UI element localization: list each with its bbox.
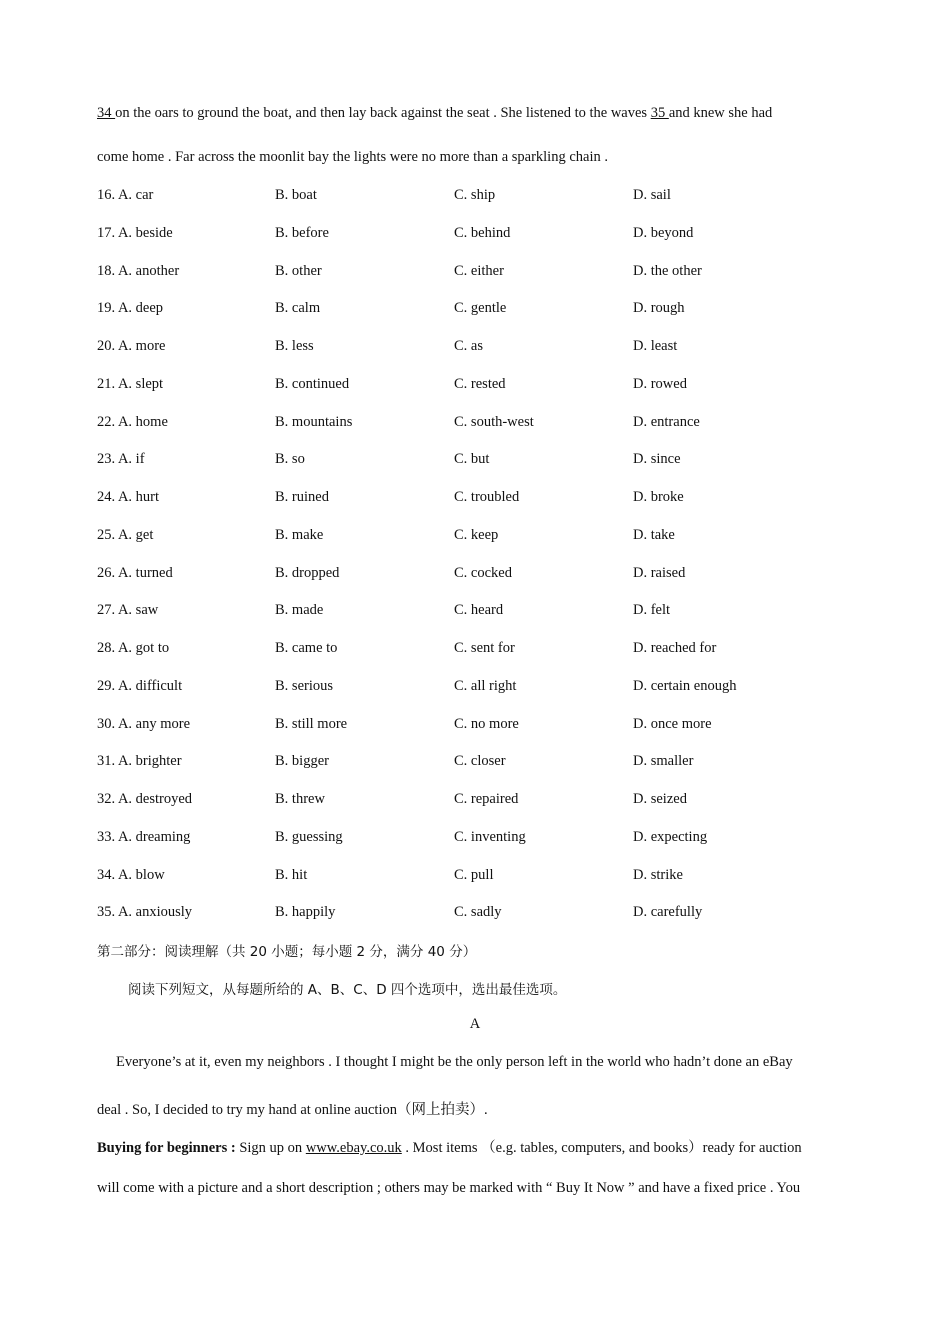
option-d: D. expecting [633,828,708,845]
option-a: 28. A. got to [97,640,170,656]
option-d: D. once more [633,715,712,732]
option-a: 24. A. hurt [97,489,160,505]
option-a: 35. A. anxiously [97,904,193,921]
option-c: C. troubled [454,489,520,505]
option-b: B. dropped [275,564,340,581]
option-d: D. take [633,526,675,543]
option-d: D. reached for [633,640,717,656]
option-b: B. calm [275,300,321,317]
passage-a-label: A [469,1016,481,1032]
option-a: 33. A. dreaming [97,828,191,845]
option-b: B. so [275,451,305,468]
option-d: D. sail [633,187,671,203]
question-row [97,753,857,773]
option-d: D. the other [633,262,702,279]
option-c: C. closer [454,753,506,770]
blank-35: 35 [650,105,669,121]
option-a: 27. A. saw [97,602,159,619]
option-d: D. broke [633,489,684,505]
option-b: B. guessing [275,828,343,845]
question-row [97,263,857,283]
question-row [97,867,857,887]
option-b: B. serious [275,677,333,694]
question-row [97,791,857,811]
question-row [97,489,857,509]
option-b: B. mountains [275,413,353,430]
option-a: 23. A. if [97,451,145,468]
option-c: C. south-west [454,413,534,430]
question-row [97,678,857,698]
option-d: D. rough [633,300,685,317]
option-b: B. ruined [275,489,329,505]
option-b: B. came to [275,640,338,656]
option-c: C. ship [454,187,496,203]
passage-end-line-1 [97,105,854,122]
question-row [97,602,857,622]
option-b: B. make [275,526,324,543]
question-row [97,300,857,320]
option-c: C. repaired [454,791,519,807]
option-b: B. before [275,224,329,241]
section2-heading: 第二部分：阅读理解（共 20 小题；每小题 2 分，满分 40 分） [97,944,477,960]
question-row [97,451,857,471]
option-c: C. behind [454,224,511,241]
option-b: B. boat [275,187,317,203]
option-a: 21. A. slept [97,375,164,392]
option-d: D. beyond [633,224,694,241]
option-c: C. cocked [454,564,512,581]
passage-end-line-2: come home . Far across the moonlit bay the lights were no more than a sparkling chain . [97,149,608,165]
option-d: D. raised [633,564,686,581]
option-c: C. gentle [454,300,507,317]
option-c: C. either [454,262,504,279]
passage-text: Sign up on [235,1140,306,1156]
buying-for-beginners-heading: Buying for beginners : [97,1140,236,1156]
option-b: B. still more [275,715,348,732]
option-b: B. bigger [275,753,329,770]
question-row [97,225,857,245]
option-c: C. heard [454,602,504,619]
question-row [97,414,857,434]
passage-a-p1-line1: Everyone’s at it, even my neighbors . I thought I might be the only person left in the world who hadn’t done an eBay [116,1054,793,1070]
question-row [97,829,857,849]
option-a: 22. A. home [97,413,168,430]
option-d: D. strike [633,866,683,883]
option-c: C. all right [454,677,517,694]
option-b: B. threw [275,791,325,807]
option-b: B. happily [275,904,336,921]
option-c: C. keep [454,526,499,543]
option-c: C. pull [454,866,494,883]
option-d: D. felt [633,602,671,619]
passage-a-p1-line2: deal . So, I decided to try my hand at online auction（网上拍卖）. [97,1102,488,1118]
question-row [97,527,857,547]
passage-text: and knew she had [668,105,773,121]
option-a: 29. A. difficult [97,677,183,694]
option-a: 32. A. destroyed [97,791,193,807]
option-a: 25. A. get [97,526,154,543]
option-c: C. rested [454,375,506,392]
question-row [97,376,857,396]
passage-a-p2-line2: will come with a picture and a short description ; others may be marked with “ Buy It Now ” and have a fixed price . You [97,1180,801,1196]
option-a: 17. A. beside [97,224,173,241]
option-a: 18. A. another [97,262,180,279]
option-d: D. least [633,338,678,354]
option-a: 16. A. car [97,187,154,203]
question-row [97,640,857,660]
question-row [97,338,857,358]
option-a: 30. A. any more [97,715,191,732]
option-d: D. carefully [633,904,703,921]
option-a: 26. A. turned [97,564,173,581]
option-b: B. continued [275,375,350,392]
option-c: C. inventing [454,828,526,845]
option-c: C. sadly [454,904,502,921]
blank-34: 34 [97,105,116,121]
option-c: C. sent for [454,640,515,656]
passage-a-p2-line1 [97,1136,854,1157]
reading-instruction: 阅读下列短文，从每题所给的 A、B、C、D 四个选项中，选出最佳选项。 [128,982,567,998]
option-b: B. other [275,262,322,279]
option-c: C. no more [454,715,519,732]
question-row [97,187,857,207]
option-b: B. hit [275,866,308,883]
option-c: C. as [454,338,483,354]
question-row [97,565,857,585]
option-d: D. smaller [633,753,694,770]
option-b: B. less [275,338,314,354]
option-d: D. since [633,451,681,468]
ebay-link[interactable]: www.ebay.co.uk [305,1140,402,1156]
option-a: 20. A. more [97,338,166,354]
passage-text: on the oars to ground the boat, and then lay back against the seat . She listened to the waves [115,105,651,121]
question-row [97,716,857,736]
option-d: D. rowed [633,375,687,392]
passage-text: . Most items （e.g. tables, computers, and books）ready for auction [401,1140,802,1156]
question-row [97,904,857,924]
option-c: C. but [454,451,490,468]
option-d: D. seized [633,791,687,807]
passage-end-line-1-content [97,105,772,122]
option-d: D. entrance [633,413,700,430]
option-a: 31. A. brighter [97,753,182,770]
option-b: B. made [275,602,324,619]
option-d: D. certain enough [633,677,737,694]
option-a: 34. A. blow [97,866,165,883]
option-a: 19. A. deep [97,300,164,317]
